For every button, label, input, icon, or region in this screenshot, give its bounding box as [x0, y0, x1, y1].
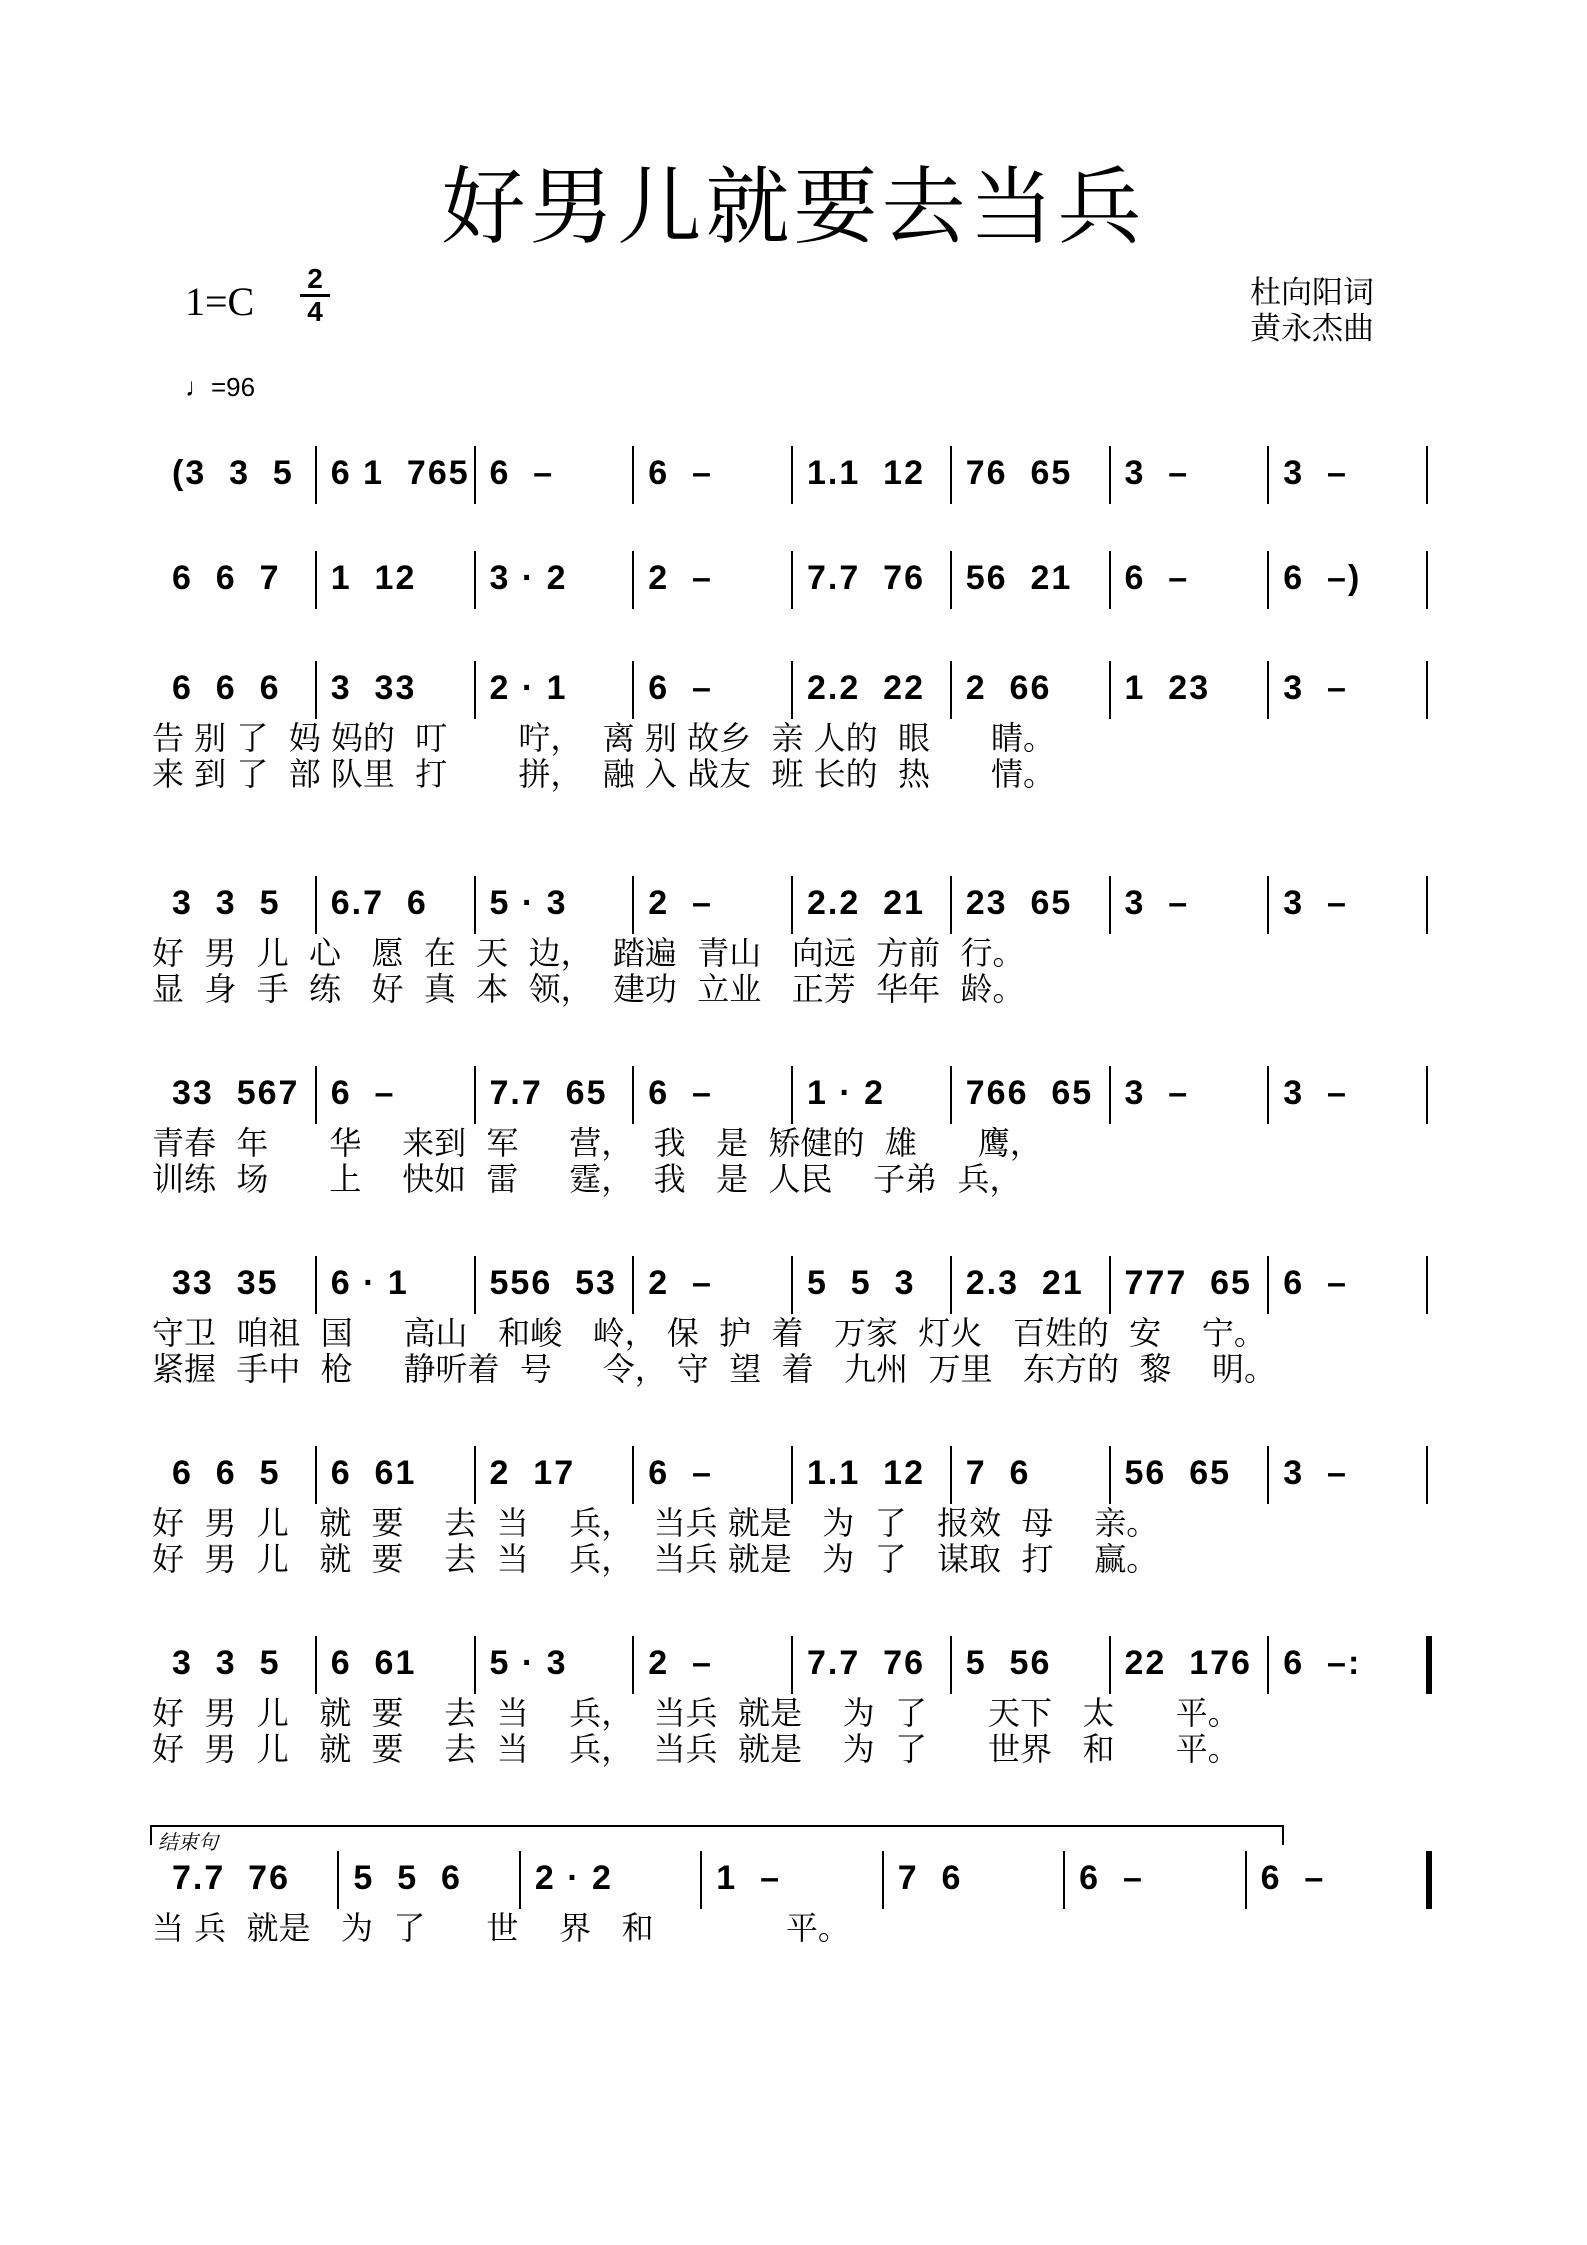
measure: 3 3 5: [172, 1644, 281, 1682]
barline: [474, 1636, 476, 1694]
measure: 3 –: [1283, 1074, 1348, 1112]
ending-label: 结束句: [158, 1830, 218, 1854]
key-signature: 1=C: [185, 279, 255, 324]
barline: [1109, 551, 1111, 609]
measure: 2 66: [965, 669, 1052, 707]
lyric-line: 告 别 了 妈 妈的 叮 咛， 离 别 故乡 亲 人的 眼 睛。: [152, 719, 1055, 757]
measure: 6 –: [1124, 559, 1190, 597]
barline: [950, 876, 952, 934]
measure: 22 176: [1124, 1644, 1252, 1682]
measure: 6 –: [1079, 1859, 1144, 1897]
barline: [1267, 1256, 1269, 1314]
barline: [1109, 1256, 1111, 1314]
lyric-line: 当 兵 就是 为 了 世 界 和 平。: [152, 1909, 850, 1947]
measure: 56 21: [965, 559, 1073, 597]
barline: [1267, 446, 1269, 504]
barline: [1426, 661, 1428, 719]
measure: 1 12: [330, 559, 417, 597]
barline: [950, 1446, 952, 1504]
measure: 7.7 65: [489, 1074, 608, 1112]
measure: 6 –: [1283, 1264, 1348, 1302]
barline: [791, 1446, 793, 1504]
measure: 2 –: [648, 1644, 713, 1682]
barline: [315, 1256, 317, 1314]
score-system: [152, 655, 1450, 815]
barline: [791, 1256, 793, 1314]
barline: [1267, 1636, 1269, 1694]
barline: [950, 1256, 952, 1314]
barline: [950, 1636, 952, 1694]
measure: 3 –: [1283, 884, 1348, 922]
barline: [474, 1256, 476, 1314]
barline: [1426, 876, 1428, 934]
measure: 6 –: [489, 454, 555, 492]
barline: [1267, 551, 1269, 609]
barline: [882, 1851, 884, 1909]
barline: [474, 1446, 476, 1504]
barline: [1426, 1446, 1428, 1504]
measure: (3 3 5: [172, 454, 294, 492]
barline: [1109, 661, 1111, 719]
lyric-line: 好 男 儿 就 要 去 当 兵， 当兵 就是 为 了 报效 母 亲。: [152, 1504, 1159, 1542]
barline: [632, 551, 634, 609]
lyric-line: 显 身 手 练 好 真 本 领， 建功 立业 正芳 华年 龄。: [152, 970, 1025, 1008]
score-system: [152, 1630, 1450, 1790]
measure: 6 –: [1260, 1859, 1326, 1897]
measure: 33 35: [172, 1264, 279, 1302]
time-signature: [300, 265, 330, 326]
measure: 6 6 5: [172, 1454, 281, 1492]
measure: 76 65: [965, 454, 1073, 492]
barline: [1426, 446, 1428, 504]
notation-row: [160, 545, 1450, 615]
measure: 3 –: [1124, 884, 1190, 922]
barline: [315, 1066, 317, 1124]
song-title: 好男儿就要去当兵: [441, 158, 1146, 256]
measure: 2 –: [648, 884, 713, 922]
measure: 1 –: [716, 1859, 781, 1897]
measure: 1 23: [1124, 669, 1211, 707]
barline: [791, 551, 793, 609]
measure: 6 –: [330, 1074, 396, 1112]
barline: [791, 876, 793, 934]
barline: [1426, 551, 1428, 609]
measure: 5 5 3: [807, 1264, 916, 1302]
measure: 23 65: [965, 884, 1073, 922]
time-signature-top: 2: [307, 263, 323, 294]
lyric-line: 好 男 儿 就 要 去 当 兵， 当兵 就是 为 了 谋取 打 赢。: [152, 1540, 1159, 1578]
measure: 766 65: [965, 1074, 1094, 1112]
measure: 5 · 3: [489, 884, 568, 922]
measure: 5 56: [965, 1644, 1052, 1682]
measure: 5 · 3: [489, 1644, 568, 1682]
barline: [1245, 1851, 1247, 1909]
barline: [700, 1851, 702, 1909]
barline: [315, 446, 317, 504]
barline: [950, 446, 952, 504]
barline: [1063, 1851, 1065, 1909]
measure: 6 6 6: [172, 669, 281, 707]
measure: 6 –: [648, 1074, 713, 1112]
measure: 7.7 76: [807, 559, 925, 597]
lyric-line: 来 到 了 部 队里 打 拼， 融 入 战友 班 长的 热 情。: [152, 755, 1055, 793]
barline: [950, 1066, 952, 1124]
measure: 2 –: [648, 559, 713, 597]
barline: [632, 1256, 634, 1314]
barline: [791, 1066, 793, 1124]
barline: [1267, 876, 1269, 934]
barline: [315, 661, 317, 719]
measure: 2.3 21: [965, 1264, 1084, 1302]
barline: [474, 661, 476, 719]
lyric-line: 好 男 儿 心 愿 在 天 边， 踏遍 青山 向远 方前 行。: [152, 934, 1025, 972]
barline: [474, 446, 476, 504]
measure: 2 –: [648, 1264, 713, 1302]
measure: 1.1 12: [807, 1454, 925, 1492]
measure: 2 · 2: [534, 1859, 613, 1897]
score-system: [152, 1845, 1450, 2005]
measure: 56 65: [1124, 1454, 1232, 1492]
barline: [1426, 1256, 1428, 1314]
measure: 6 61: [330, 1454, 417, 1492]
measure: 2.2 21: [807, 884, 925, 922]
measure: 6 6 7: [172, 559, 281, 597]
barline: [337, 1851, 339, 1909]
measure: 33 567: [172, 1074, 300, 1112]
barline: [474, 876, 476, 934]
barline: [1426, 1066, 1428, 1124]
measure: 2 17: [489, 1454, 576, 1492]
barline: [791, 1636, 793, 1694]
lyric-line: 紧握 手中 枪 静听着 号 令， 守 望 着 九州 万里 东方的 黎 明。: [152, 1350, 1277, 1388]
measure: 2 · 1: [489, 669, 568, 707]
ending-bracket: [150, 1825, 1284, 1845]
measure: 2.2 22: [807, 669, 925, 707]
notation-row: [160, 440, 1450, 510]
credits: [1250, 275, 1374, 347]
barline: [1267, 1066, 1269, 1124]
barline: [1267, 661, 1269, 719]
barline: [1109, 1066, 1111, 1124]
barline: [519, 1851, 521, 1909]
measure: 3 –: [1124, 1074, 1190, 1112]
barline: [791, 446, 793, 504]
measure: 7.7 76: [807, 1644, 925, 1682]
barline: [632, 661, 634, 719]
barline: [1109, 1446, 1111, 1504]
measure: 6.7 6: [330, 884, 428, 922]
lyric-line: 好 男 儿 就 要 去 当 兵， 当兵 就是 为 了 世界 和 平。: [152, 1730, 1240, 1768]
barline: [315, 1636, 317, 1694]
barline: [632, 1636, 634, 1694]
barline: [315, 1446, 317, 1504]
measure: 3 · 2: [489, 559, 568, 597]
measure: 6 1 765: [330, 454, 470, 492]
barline: [632, 1066, 634, 1124]
measure: 3 –: [1124, 454, 1190, 492]
score-system: [152, 870, 1450, 1030]
measure: 3 –: [1283, 669, 1348, 707]
measure: 6 –: [648, 1454, 713, 1492]
tempo-marking: ♩=96: [185, 372, 256, 402]
lyric-line: 训练 场 上 快如 雷 霆， 我 是 人民 子弟 兵，: [152, 1160, 1022, 1198]
barline: [315, 876, 317, 934]
barline: [632, 446, 634, 504]
barline: [632, 1446, 634, 1504]
lyricist-credit: 杜向阳词: [1250, 275, 1374, 311]
barline: [632, 876, 634, 934]
lyric-line: 青春 年 华 来到 军 营， 我 是 矫健的 雄 鹰，: [152, 1124, 1042, 1162]
barline: [791, 661, 793, 719]
score-system: [152, 1250, 1450, 1410]
measure: 7 6: [897, 1859, 963, 1897]
measure: 3 –: [1283, 454, 1348, 492]
measure: 6 · 1: [330, 1264, 409, 1302]
barline: [315, 551, 317, 609]
measure: 556 53: [489, 1264, 617, 1302]
barline: [1109, 876, 1111, 934]
measure: 3 33: [330, 669, 417, 707]
measure: 6 –: [648, 669, 713, 707]
final-barline: [1426, 1636, 1432, 1694]
measure: 3 –: [1283, 1454, 1348, 1492]
measure: 3 3 5: [172, 884, 281, 922]
measure: 1 · 2: [807, 1074, 886, 1112]
lyric-line: 守卫 咱祖 国 高山 和峻 岭， 保 护 着 万家 灯火 百姓的 安 宁。: [152, 1314, 1266, 1352]
score-system: [152, 1060, 1450, 1220]
barline: [474, 1066, 476, 1124]
barline: [950, 551, 952, 609]
measure: 7 6: [965, 1454, 1031, 1492]
measure: 5 5 6: [353, 1859, 462, 1897]
lyric-line: 好 男 儿 就 要 去 当 兵， 当兵 就是 为 了 天下 太 平。: [152, 1694, 1240, 1732]
barline: [1267, 1446, 1269, 1504]
time-signature-bottom: 4: [307, 296, 323, 327]
barline: [1109, 446, 1111, 504]
barline: [474, 551, 476, 609]
measure: 6 –): [1283, 559, 1362, 597]
measure: 777 65: [1124, 1264, 1252, 1302]
final-barline: [1426, 1851, 1432, 1909]
measure: 7.7 76: [172, 1859, 290, 1897]
composer-credit: 黄永杰曲: [1250, 311, 1374, 347]
measure: 6 –: [648, 454, 713, 492]
measure: 6 61: [330, 1644, 417, 1682]
barline: [950, 661, 952, 719]
barline: [1109, 1636, 1111, 1694]
measure: 6 –:: [1283, 1644, 1362, 1682]
score-system: [152, 1440, 1450, 1600]
measure: 1.1 12: [807, 454, 925, 492]
